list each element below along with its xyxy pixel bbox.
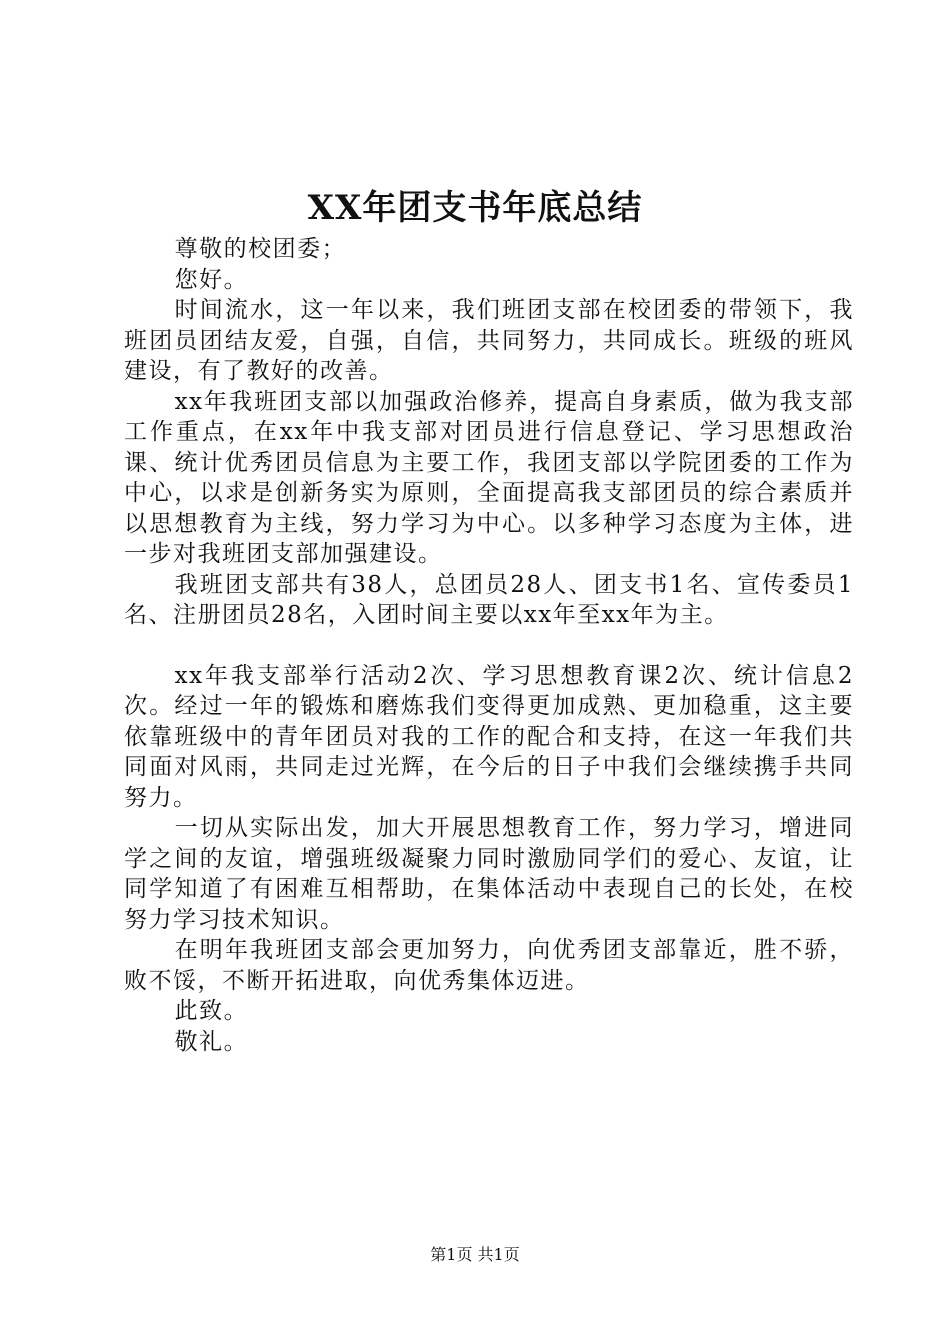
page-footer: 第1页 共1页 bbox=[430, 1245, 520, 1264]
paragraph-practice: 一切从实际出发，加大开展思想教育工作，努力学习，增进同学之间的友谊，增强班级凝聚力同时激励同学们的爱心、友谊，让同学知道了有困难互相帮助，在集体活动中表现自己的长处，在校努力学习技术知识。 bbox=[124, 815, 854, 933]
paragraph-next-year: 在明年我班团支部会更加努力，向优秀团支部靠近，胜不骄，败不馁，不断开拓进取，向优秀集体迈进。 bbox=[124, 937, 854, 994]
closing-regards: 此致。 bbox=[174, 998, 249, 1024]
paragraph-activities: xx年我支部举行活动2次、学习思想教育课2次、统计信息2次。经过一年的锻炼和磨炼我们变得更加成熟、更加稳重，这主要依靠班级中的青年团员对我的工作的配合和支持，在这一年我们共同面对风雨，共同走过光辉，在今后的日子中我们会继续携手共同努力。 bbox=[124, 662, 854, 811]
paragraph-membership: 我班团支部共有38人，总团员28人、团支书1名、宣传委员1名、注册团员28名，入团时间主要以xx年至xx年为主。 bbox=[124, 571, 854, 628]
document-body bbox=[124, 234, 854, 1057]
greeting: 您好。 bbox=[174, 266, 249, 293]
salutation: 尊敬的校团委； bbox=[174, 236, 347, 262]
closing-salute: 敬礼。 bbox=[174, 1028, 249, 1055]
paragraph-work-focus: xx年我班团支部以加强政治修养，提高自身素质，做为我支部工作重点，在xx年中我支部对团员进行信息登记、学习思想政治课、统计优秀团员信息为主要工作，我团支部以学院团委的工作为中心，以求是创新务实为原则，全面提高我支部团员的综合素质并以思想教育为主线，努力学习为中心。以多种学习态度为主体，进一步对我班团支部加强建设。 bbox=[124, 388, 854, 567]
document-title: XX年团支书年底总结 bbox=[307, 188, 643, 228]
paragraph-intro: 时间流水，这一年以来，我们班团支部在校团委的带领下，我班团员团结友爱，自强，自信，共同努力，共同成长。班级的班风建设，有了教好的改善。 bbox=[124, 297, 854, 384]
